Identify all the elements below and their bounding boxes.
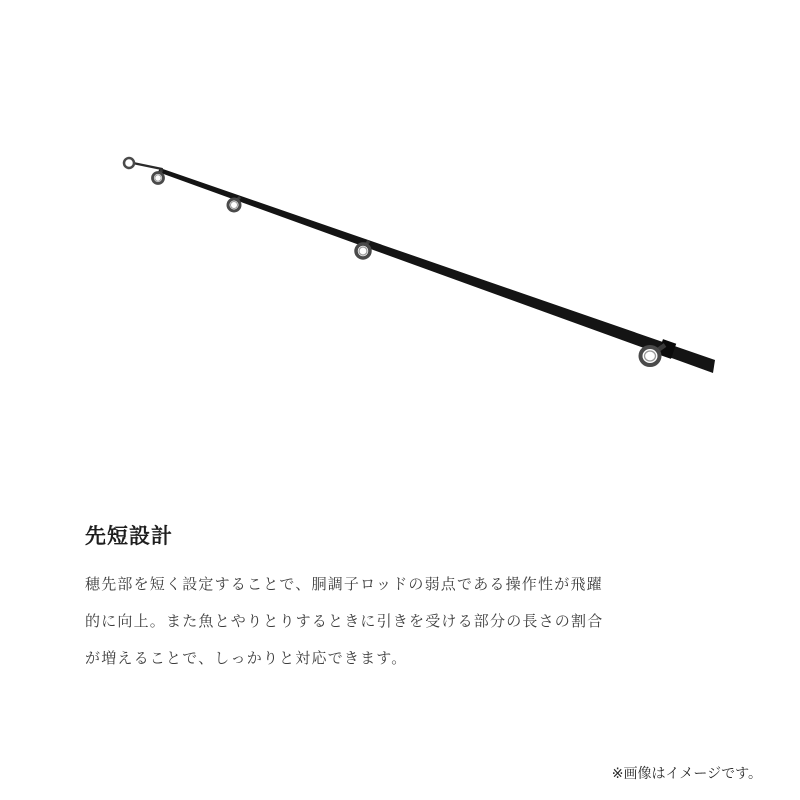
rod-blank	[158, 168, 715, 373]
rod-guide-4	[641, 345, 666, 365]
feature-title: 先短設計	[85, 524, 173, 548]
tip-top-guide	[124, 158, 134, 168]
feature-description-line-1: 穂先部を短く設定することで、胴調子ロッドの弱点である操作性が飛躍	[85, 575, 603, 593]
rod-guide-1	[153, 170, 164, 184]
feature-description	[85, 566, 725, 677]
image-disclaimer: ※画像はイメージです。	[611, 766, 762, 782]
feature-description-line-3: が増えることで、しっかりと対応できます。	[85, 649, 408, 667]
rod-guide-2	[228, 197, 240, 211]
feature-description-line-2: 的に向上。また魚とやりとりするときに引きを受ける部分の長さの割合	[85, 612, 604, 630]
